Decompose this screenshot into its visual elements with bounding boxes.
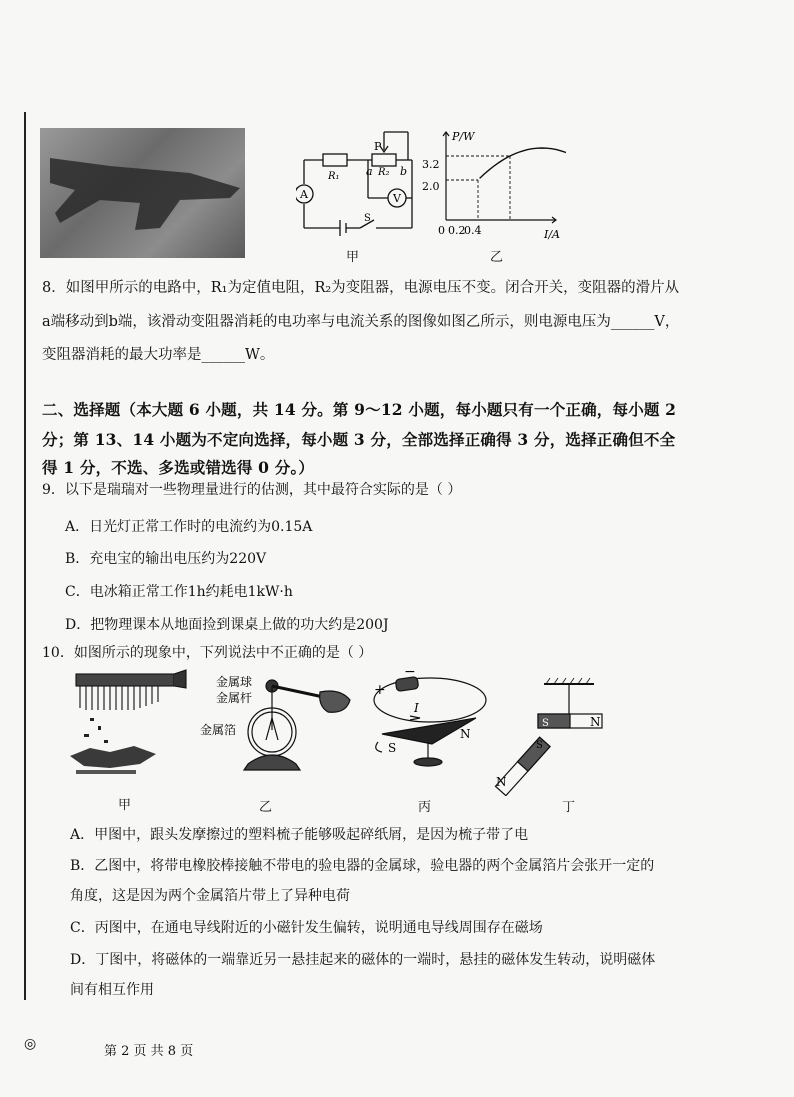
margin-line	[24, 112, 26, 1000]
q10-stem: 10．如图所示的现象中，下列说法中不正确的是（ ）	[42, 645, 373, 661]
section2-line-3: 得 1 分，不选、多选或错选得 0 分。）	[42, 458, 315, 477]
paper-scraps	[70, 718, 156, 774]
q9-option-a: A．日光灯正常工作时的电流约为0.15A	[65, 519, 313, 535]
plus-sign: +	[374, 682, 386, 698]
y-tick-2-0: 2.0	[422, 180, 440, 193]
fig-jia-label: 甲	[346, 250, 360, 265]
b-label: b	[400, 165, 408, 178]
metal-foil-label: 金属箔	[200, 723, 237, 737]
comb-teeth	[80, 686, 158, 710]
y-tick-3-2: 3.2	[422, 158, 440, 171]
minus-sign: −	[404, 664, 416, 680]
footer-circle-icon: ◎	[24, 1036, 37, 1052]
q10-option-b-line1: B．乙图中，将带电橡胶棒接触不带电的验电器的金属球，验电器的两个金属箔片会张开一定的	[70, 858, 655, 874]
airplane-silhouette	[40, 128, 245, 258]
power-current-graph	[416, 124, 566, 242]
q9-option-b: B．充电宝的输出电压约为220V	[65, 551, 267, 567]
current-label: I	[414, 701, 419, 715]
metal-rod-label: 金属杆	[216, 691, 253, 705]
fig-yi-q10-label: 乙	[259, 800, 273, 815]
origin-label: 0	[438, 224, 445, 237]
circuit-diagram	[296, 124, 420, 242]
q8-line-1: 8．如图甲所示的电路中，R₁为定值电阻，R₂为变阻器，电源电压不变。闭合开关，变阻器的滑片从	[42, 280, 680, 296]
voltmeter-label: V	[393, 192, 401, 205]
switch-label: S	[364, 213, 371, 224]
section2-line-1: 二、选择题（本大题 6 小题，共 14 分。第 9～12 小题，每小题只有一个正确，每小题 2	[42, 400, 677, 419]
hand-magnet-n-label: N	[496, 775, 507, 789]
magnets-figure	[480, 672, 620, 796]
hanging-magnet-s-label: S	[542, 718, 549, 729]
a-label: a	[366, 165, 373, 178]
compass-n-label: N	[460, 727, 471, 741]
page-number: 第 2 页 共 8 页	[104, 1044, 194, 1059]
oersted-figure	[368, 664, 498, 780]
p-label: P	[374, 140, 382, 153]
fig-ding-label: 丁	[562, 800, 576, 815]
comb-figure	[70, 668, 188, 780]
x-axis-label: I/A	[544, 228, 560, 241]
q10-option-d-line2: 间有相互作用	[70, 982, 154, 998]
guide-lines	[446, 156, 510, 220]
q10-option-a: A．甲图中，跟头发摩擦过的塑料梳子能够吸起碎纸屑，是因为梳子带了电	[70, 827, 529, 843]
x-tick-0-2: 0.2	[448, 224, 466, 237]
hand-magnet-s-label: S	[536, 740, 543, 751]
metal-ball-label: 金属球	[216, 675, 253, 689]
q8-line-3: 变阻器消耗的最大功率是______W。	[42, 347, 275, 363]
q10-option-b-line2: 角度，这是因为两个金属箔片带上了异种电荷	[70, 888, 350, 904]
fig-jia-q10-label: 甲	[118, 798, 132, 813]
q9-stem: 9．以下是瑞瑞对一些物理量进行的估测，其中最符合实际的是（ ）	[42, 482, 462, 498]
q9-option-d: D．把物理课本从地面捡到课桌上做的功大约是200J	[65, 617, 389, 633]
airplane-photo	[40, 128, 245, 258]
q8-line-2: a端移动到b端，该滑动变阻器消耗的电功率与电流关系的图像如图乙所示，则电源电压为______V，	[42, 314, 680, 330]
section2-line-2: 分；第 13、14 小题为不定向选择，每小题 3 分，全部选择正确得 3 分，选择正确但不全	[42, 430, 676, 449]
r1-label: R₁	[328, 171, 340, 182]
fig-yi-label: 乙	[490, 250, 504, 265]
compass-s-label: S	[388, 741, 397, 755]
hanging-magnet-n-label: N	[590, 715, 601, 729]
q10-option-d-line1: D．丁图中，将磁体的一端靠近另一悬挂起来的磁体的一端时，悬挂的磁体发生转动，说明磁体	[70, 952, 656, 968]
fig-bing-label: 丙	[418, 800, 432, 815]
ammeter-label: A	[300, 188, 308, 201]
power-curve	[480, 148, 566, 220]
q10-option-c: C．丙图中，在通电导线附近的小磁针发生偏转，说明通电导线周围存在磁场	[70, 920, 543, 936]
x-tick-0-4: 0.4	[464, 224, 482, 237]
q9-option-c: C．电冰箱正常工作1h约耗电1kW·h	[65, 584, 293, 600]
r2-label: R₂	[378, 167, 390, 178]
electroscope-figure	[200, 668, 370, 780]
y-axis-label: P/W	[452, 130, 475, 143]
